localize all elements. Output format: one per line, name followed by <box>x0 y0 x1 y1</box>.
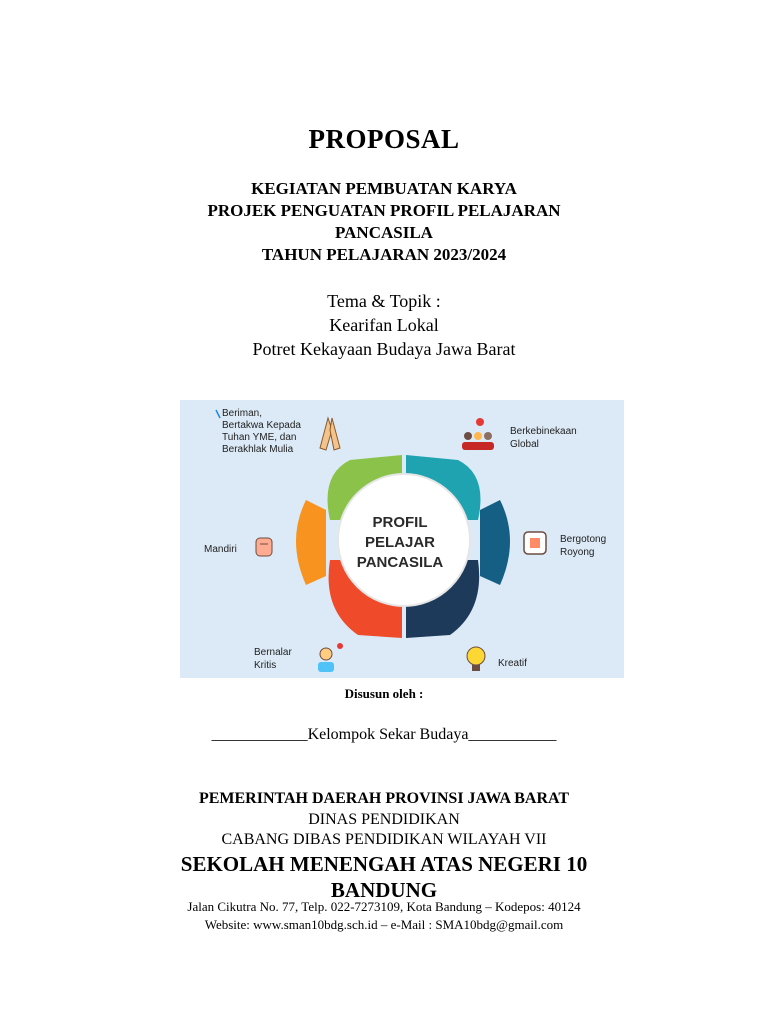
branch-name: CABANG DIBAS PENDIDIKAN WILAYAH VII <box>221 831 547 848</box>
topic-name: Potret Kekayaan Budaya Jawa Barat <box>252 339 516 359</box>
subtitle-line: PANCASILA <box>335 223 433 242</box>
berkebinekaan-line-1: Berkebinekaan <box>510 426 577 437</box>
beriman-line-2: Bertakwa Kepada <box>222 420 301 431</box>
joined-hands-icon <box>524 532 546 554</box>
subtitle-line: PROJEK PENGUATAN PROFIL PELAJARAN <box>207 201 561 220</box>
beriman-line-4: Berakhlak Mulia <box>222 444 294 455</box>
profil-pelajar-pancasila-figure <box>180 400 624 678</box>
group-name: ____________Kelompok Sekar Budaya___________ <box>211 726 557 743</box>
school-line: SEKOLAH MENENGAH ATAS NEGERI 10 <box>180 852 588 876</box>
address-line: Jalan Cikutra No. 77, Telp. 022-7273109, Kota Bandung – Kodepos: 40124 <box>187 899 581 914</box>
raised-fist-icon <box>256 538 272 556</box>
subtitle-line: KEGIATAN PEMBUATAN KARYA <box>251 179 517 198</box>
theme-block <box>0 289 768 361</box>
school-name <box>0 851 768 903</box>
center-line-3: PANCASILA <box>356 554 444 571</box>
bernalar-line-2: Kritis <box>254 660 277 671</box>
label-mandiri: Mandiri <box>204 544 237 555</box>
school-line: BANDUNG <box>330 878 438 902</box>
center-line-2: PELAJAR <box>364 534 436 551</box>
theme-label: Tema & Topik : <box>327 291 441 311</box>
compiled-by-label: Disusun oleh : <box>344 686 424 701</box>
center-line-1: PROFIL <box>372 514 428 531</box>
berkebinekaan-line-2: Global <box>510 439 539 450</box>
bernalar-line-1: Bernalar <box>254 647 292 658</box>
government-name: PEMERINTAH DAERAH PROVINSI JAWA BARAT <box>198 790 570 807</box>
document-title: PROPOSAL <box>308 124 460 154</box>
website-line: Website: www.sman10bdg.sch.id – e-Mail : SMA10bdg@gmail.com <box>204 917 564 932</box>
bergotong-line-2: Royong <box>560 547 595 558</box>
beriman-line-3: Tuhan YME, dan <box>222 432 297 443</box>
beriman-line-1: Beriman, <box>222 408 263 419</box>
bergotong-line-1: Bergotong <box>560 534 607 545</box>
subtitle-block <box>0 178 768 266</box>
label-kreatif: Kreatif <box>498 658 527 669</box>
department-name: DINAS PENDIDIKAN <box>308 811 460 828</box>
theme-name: Kearifan Lokal <box>329 315 439 335</box>
contact-block <box>0 898 768 934</box>
subtitle-line: TAHUN PELAJARAN 2023/2024 <box>261 245 507 264</box>
